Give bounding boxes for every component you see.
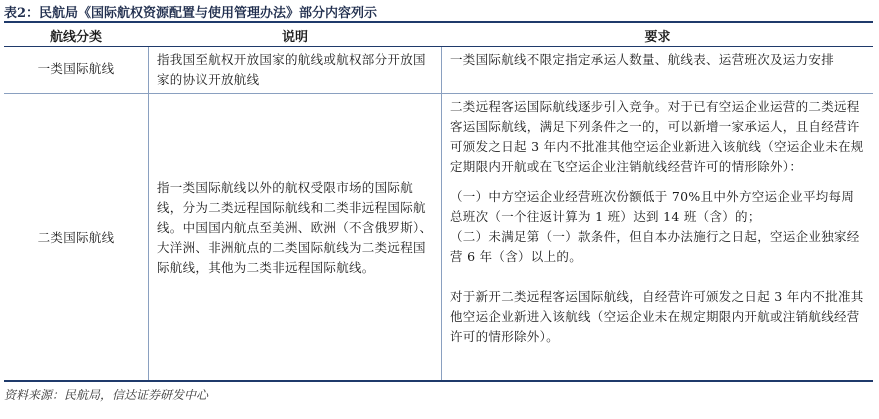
header-requirements: 要求 <box>644 30 671 45</box>
row1-category: 一类国际航线 <box>37 61 115 76</box>
row2-category: 二类国际航线 <box>37 230 115 245</box>
header-description: 说明 <box>281 30 308 45</box>
header-category: 航线分类 <box>49 30 102 45</box>
bottom-rule <box>4 380 873 382</box>
column-divider <box>148 47 149 380</box>
row2-requirements <box>450 97 866 347</box>
row2-description: 指一类国际航线以外的航权受限市场的国际航线，分为二类远程国际航线和二类非远程国际航线。中国国内航点至美洲、欧洲（不含俄罗斯）、大洋洲、非洲航点的二类国际航线为二类远程国际航线，其他为二类非远程国际航线。 <box>157 180 433 275</box>
requirement-paragraph: 一类国际航线不限定指定承运人数量、航线表、运营班次及运力安排 <box>450 52 835 67</box>
requirement-paragraph: 对于新开二类远程客运国际航线，自经营许可颁发之日起 3 年内不批准其他空运企业新进入该航线（空运企业未在规定期限内开航或注销航线经营许可的情形除外）。 <box>450 289 864 344</box>
requirement-paragraph: （二）未满足第（一）款条件，但自本办法施行之日起，空运企业独家经营 6 年（含）以上的。 <box>450 229 860 264</box>
requirement-paragraph: 二类远程客运国际航线逐步引入竞争。对于已有空运企业运营的二类远程客运国际航线，满足下列条件之一的，可以新增一家承运人，且自经营许可颁发之日起 3 年内不批准其他空运企业新进入该航线（空运企业未在规定期限内开航或在飞空运企业注销航线经营许可的情形除外）： <box>450 99 864 174</box>
row1-requirements <box>450 50 866 70</box>
table-caption: 表2：民航局《国际航权资源配置与使用管理办法》部分内容列示 <box>4 6 378 21</box>
requirement-paragraph: （一）中方空运企业经营班次份额低于 70%且中外方空运企业平均每周总班次（一个往返计算为 1 班）达到 14 班（含）的； <box>450 189 855 224</box>
top-rule <box>4 21 873 23</box>
source-note: 资料来源：民航局，信达证券研发中心 <box>4 388 209 402</box>
row1-description: 指我国至航权开放国家的航线或航权部分开放国家的协议开放航线 <box>157 52 426 87</box>
header-rule <box>4 46 873 47</box>
column-divider <box>441 47 442 380</box>
row-rule <box>4 93 873 94</box>
